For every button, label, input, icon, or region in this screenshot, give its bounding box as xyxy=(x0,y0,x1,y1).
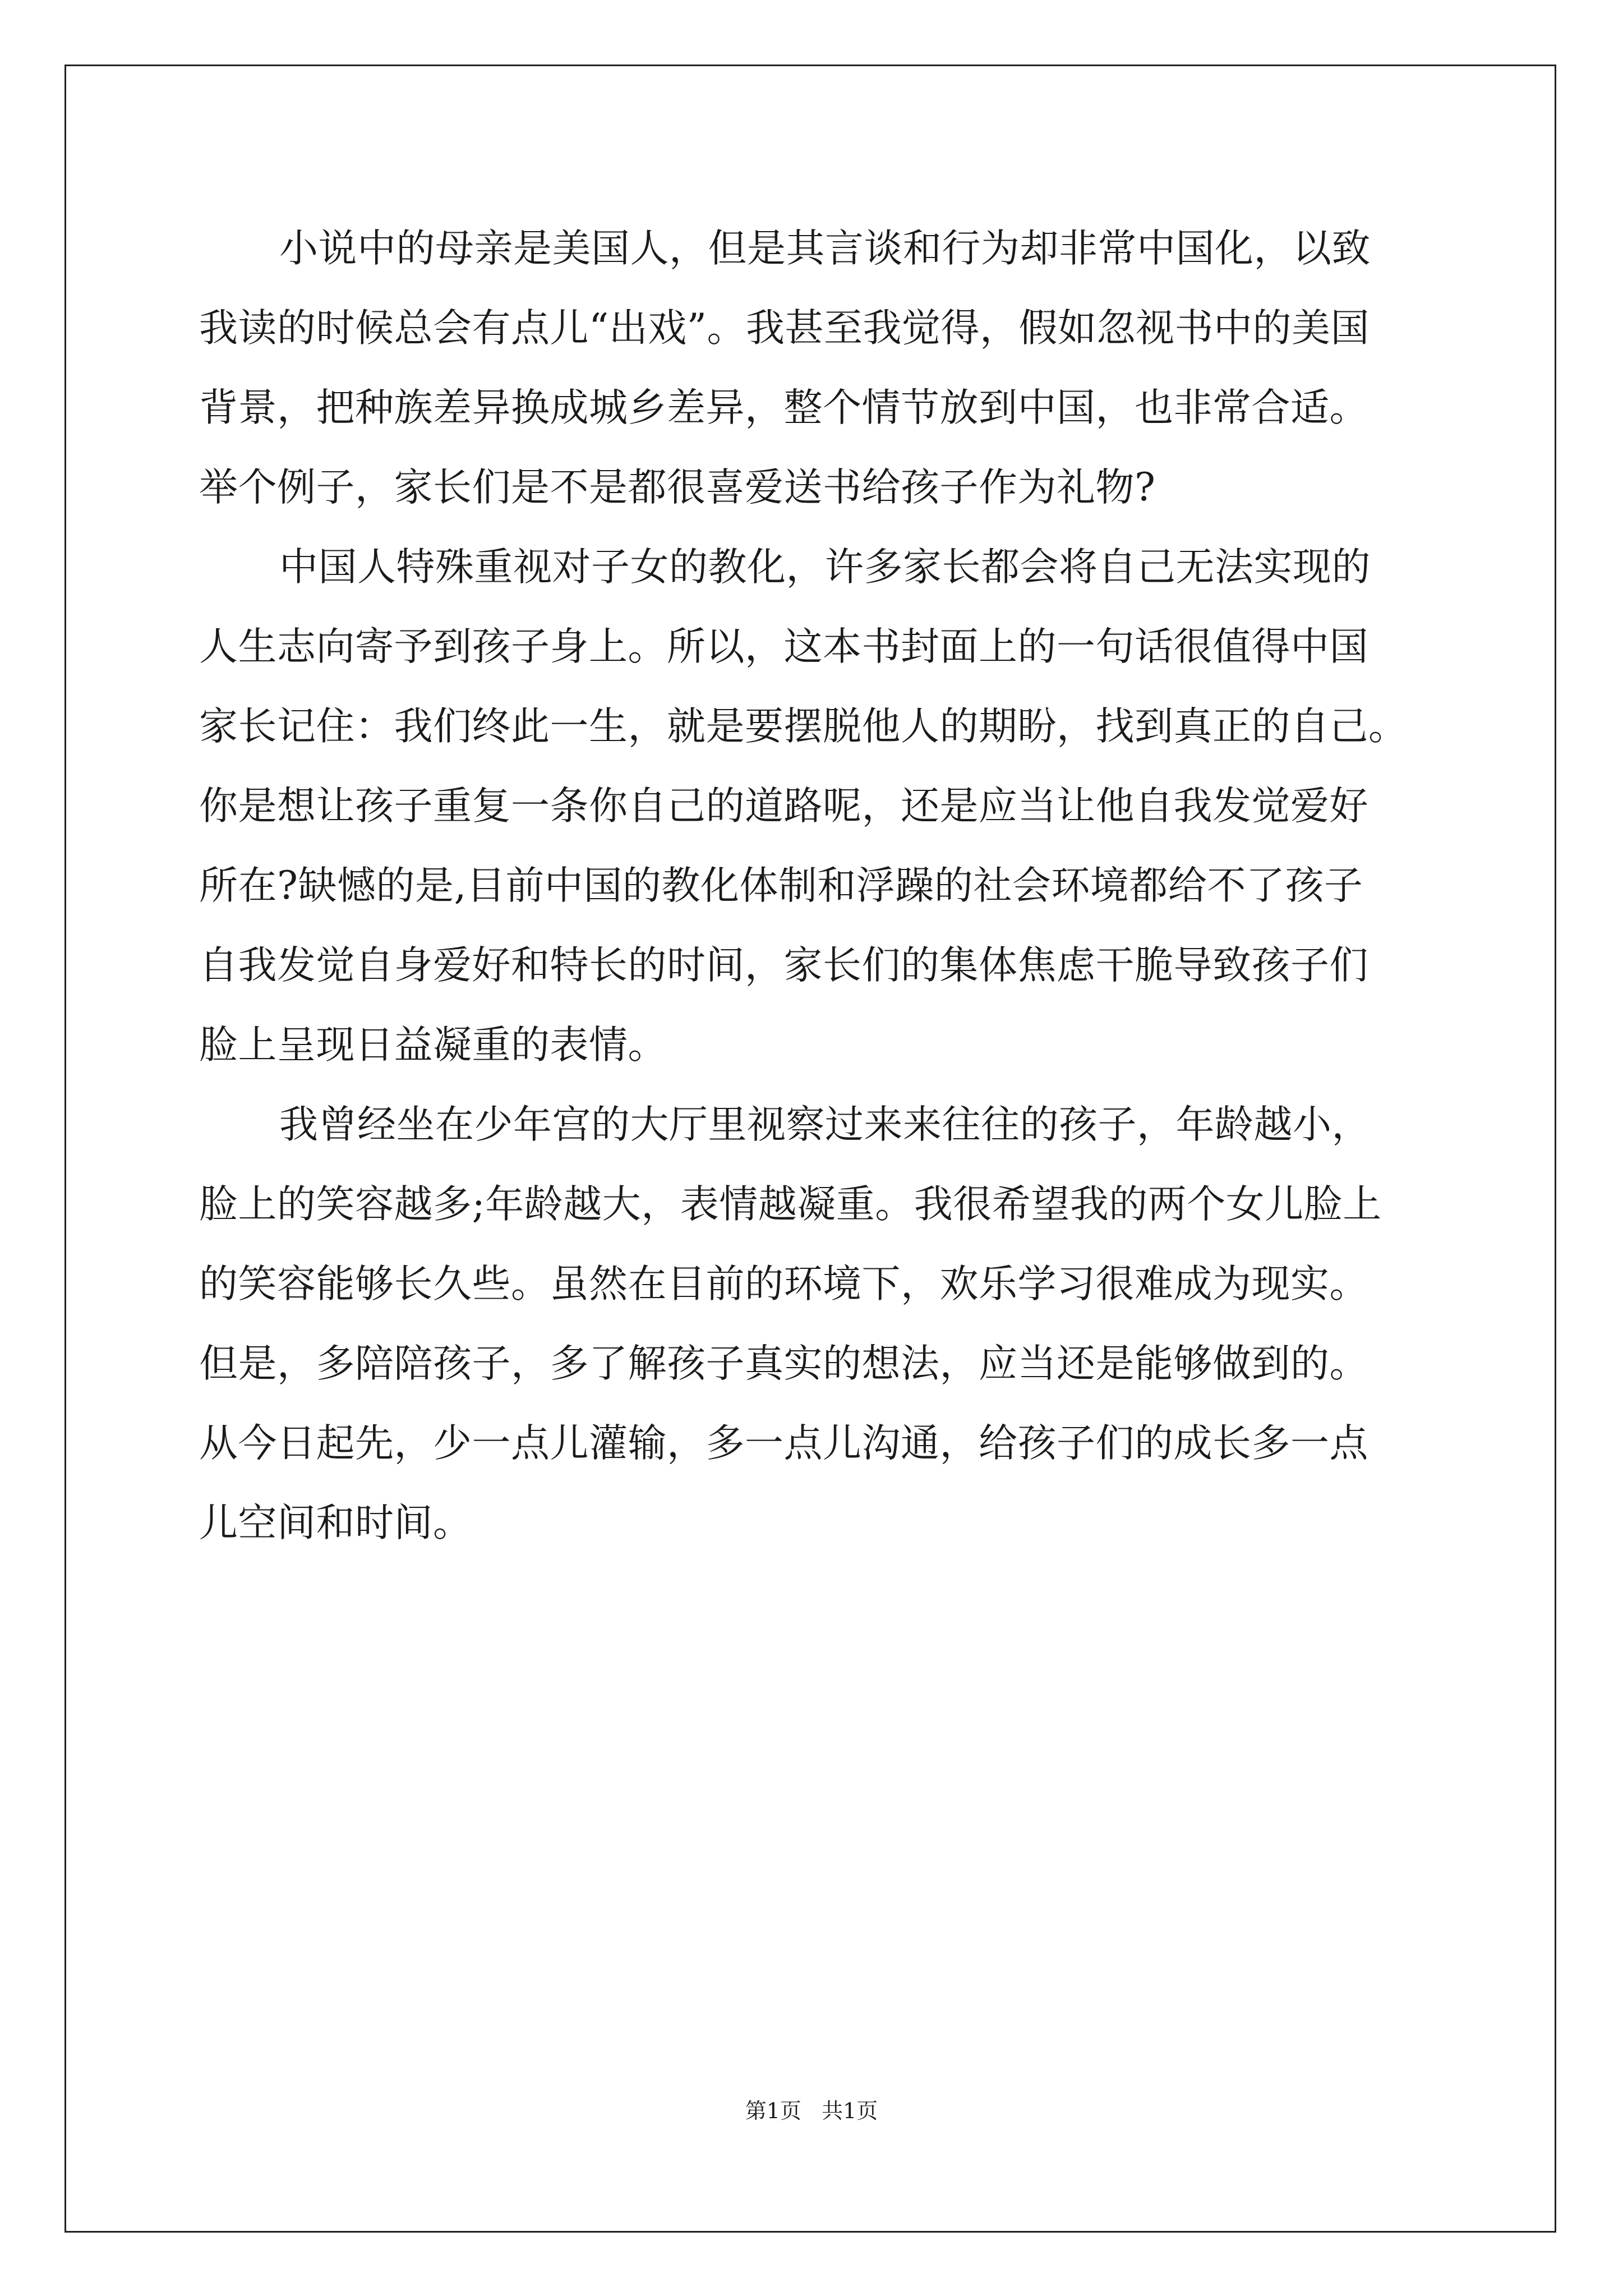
paragraph-line: 但是，多陪陪孩子，多了解孩子真实的想法，应当还是能够做到的。 xyxy=(199,1341,1368,1386)
paragraph-line: 我读的时候总会有点儿“出戏”。我甚至我觉得，假如忽视书中的美国 xyxy=(199,306,1370,351)
paragraph-line: 的笑容能够长久些。虽然在目前的环境下，欢乐学习很难成为现实。 xyxy=(199,1262,1368,1306)
paragraph-line: 自我发觉自身爱好和特长的时间，家长们的集体焦虑干脆导致孩子们 xyxy=(199,943,1368,988)
paragraph-line: 背景，把种族差异换成城乡差异，整个情节放到中国，也非常合适。 xyxy=(199,385,1368,430)
paragraph-line: 所在?缺憾的是,目前中国的教化体制和浮躁的社会环境都给不了孩子 xyxy=(199,863,1363,908)
paragraph-line: 儿空间和时间。 xyxy=(199,1501,472,1545)
paragraph-line: 中国人特殊重视对子女的教化，许多家长都会将自己无法实现的 xyxy=(279,545,1371,590)
paragraph-line: 从今日起先，少一点儿灌输，多一点儿沟通，给孩子们的成长多一点 xyxy=(199,1421,1368,1466)
paragraph-line: 我曾经坐在少年宫的大厅里视察过来来往往的孩子，年龄越小， xyxy=(279,1102,1371,1147)
paragraph-line: 人生志向寄予到孩子身上。所以，这本书封面上的一句话很值得中国 xyxy=(199,624,1368,669)
paragraph-line: 你是想让孩子重复一条你自己的道路呢，还是应当让他自我发觉爱好 xyxy=(199,784,1368,829)
document-body xyxy=(199,209,1430,1563)
paragraph-line: 家长记住：我们终此一生，就是要摆脱他人的期盼，找到真正的自己。 xyxy=(199,704,1408,749)
paragraph-line: 举个例子，家长们是不是都很喜爱送书给孩子作为礼物? xyxy=(199,465,1156,510)
page-footer: 第1页 共1页 xyxy=(745,2099,878,2123)
paragraph-line: 脸上的笑容越多;年龄越大，表情越凝重。我很希望我的两个女儿脸上 xyxy=(199,1182,1382,1227)
paragraph-line: 小说中的母亲是美国人，但是其言谈和行为却非常中国化，以致 xyxy=(279,226,1371,271)
paragraph-line: 脸上呈现日益凝重的表情。 xyxy=(199,1023,667,1068)
